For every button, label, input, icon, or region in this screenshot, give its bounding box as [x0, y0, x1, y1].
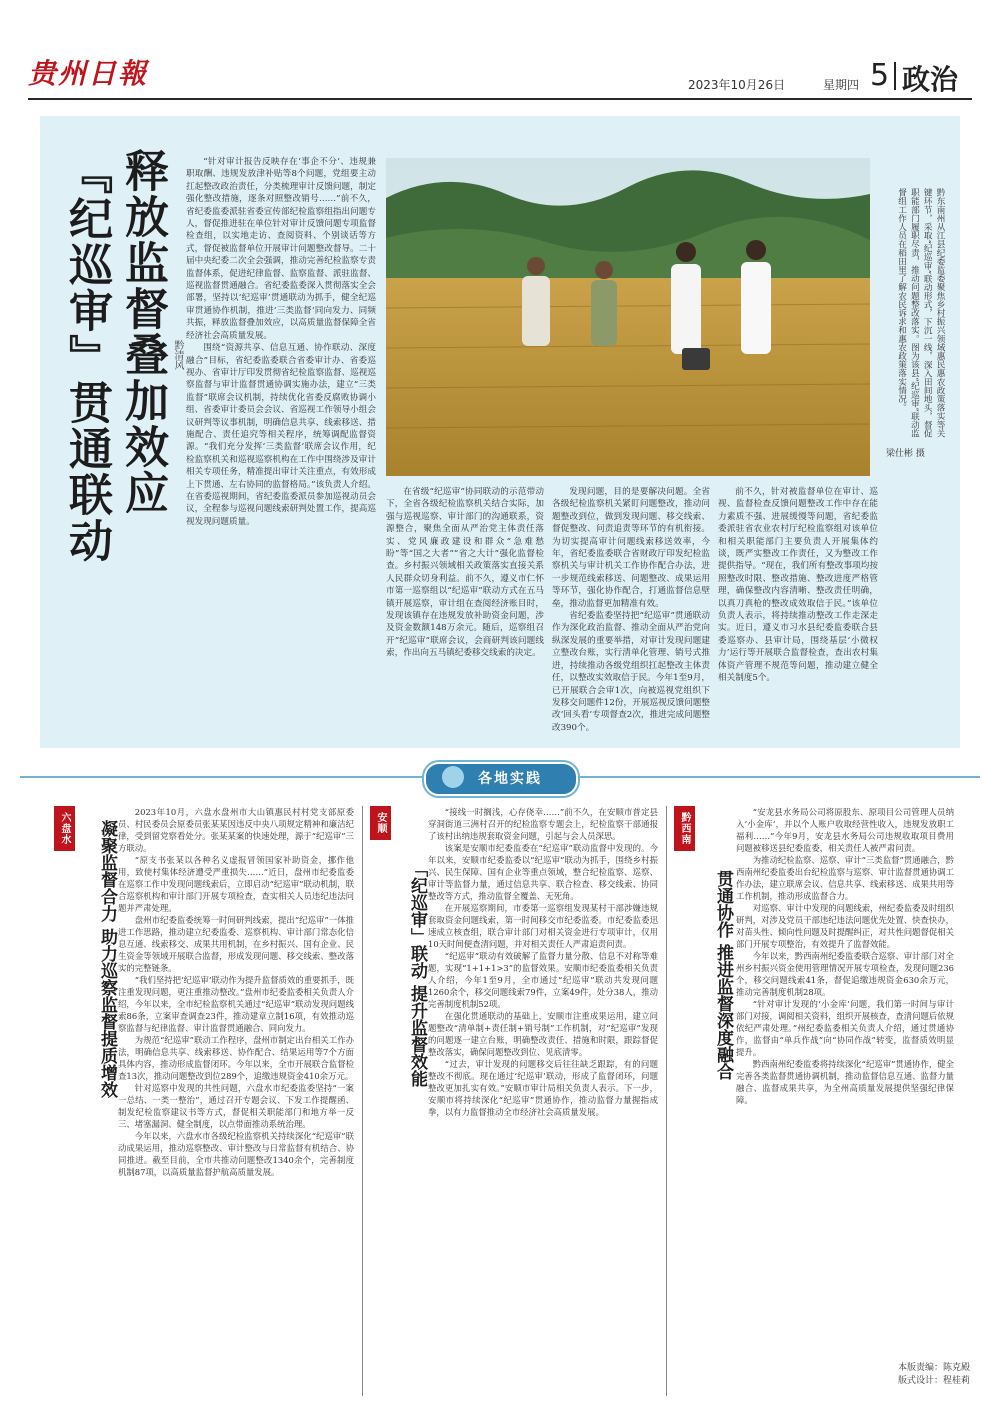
article-paragraph: 为规范“纪巡审”联动工作程序，盘州市制定出台相关工作办法，明确信息共享、线索移送、协作配合、结果运用等7个方面具体内容，推动形成监督闭环。今年以来，全市开展联合监督检查13次，推动问题整改到位289个，追缴违规资金410余万元。 — [118, 1035, 354, 1081]
feature-column-1 — [186, 156, 376, 740]
article-paragraph: “安龙县水务局公司将原股东、原项目公司管理人员纳入‘小金库’，并以个人账户收取经营性收入，违规发放职工福利……”今年9月，安龙县水务局公司违规收取项目费用问题被移送县纪委监委，相关责任人被严肃问责。 — [736, 807, 954, 853]
feature-byline: 黔清风 — [172, 340, 183, 370]
region-tag: 六盘水 — [54, 806, 75, 851]
article-paragraph: 今年以来，黔西南州纪委监委联合巡察、审计部门对全州乡村振兴资金使用管理情况开展专项检查，发现问题236个，移交问题线索41条，督促追缴违规资金630余万元，推动完善制度机制28项。 — [736, 951, 954, 997]
article-paragraph: 该案是安顺市纪委监委在“纪巡审”联动监督中发现的。今年以来，安顺市纪委监委以“纪巡审”联动为抓手，围绕乡村振兴、民生保障、国有企业等重点领域，整合纪检监察、巡察、审计等监督力量，通过信息共享、联合检查、移交线索、协同整改等方式，推动监督全覆盖、无死角。 — [428, 843, 658, 901]
editor-credits — [898, 1362, 970, 1388]
page-number: 5 — [870, 58, 890, 93]
article-headline-liupanshui: 凝聚监督合力 助力巡察监督提质增效 — [97, 820, 117, 1098]
article-paragraph: 为推动纪检监察、巡察、审计“三类监督”贯通融合，黔西南州纪委监委出台纪检监察与巡察、审计监督贯通协调工作办法，建立联席会议、信息共享、线索移送、成果共用等工作机制，推动形成监督合力。 — [736, 855, 954, 901]
article-paragraph: “原支书张某以各种名义虚报冒领国家补助资金，挪作他用，致使村集体经济遭受严重损失……”近日，盘州市纪委监委在巡察工作中发现问题线索后，立即启动“纪巡审”联动机制，联合巡察机构和审计部门开展专项检查，查实相关人员违纪违法问题并严肃处理。 — [118, 855, 354, 913]
feature-paragraph: 围绕“资源共享、信息互通、协作联动、深度融合”目标，省纪委监委联合省委审计办、省委巡视办、省审计厅印发贯彻省纪检监察监督、巡视巡察监督与审计监督贯通协调实施办法，建立“三类监督”联席会议机制，持续优化省委反腐败协调小组、省委审计委员会会议、省巡视工作领导小组会议研判等议事机制，明确信息共享、线索移送、措施配合、责任追究等相关程序，统筹调配监督资源。“我们充分发挥‘三类监督’联席会议作用，纪检监察机关和巡视巡察机构在工作中围绕涉及审计相关专项任务，精准提出审计关注重点，有效形成上下贯通、左右协同的监督格局。”该负责人介绍。在省委巡视期间，省纪委监委派员参加巡视动员会议，全程参与巡视问题线索研判处置工作，提高巡视发现问题质量。 — [186, 343, 376, 527]
section-title: 政治 — [902, 63, 959, 96]
designer-line: 版式设计：程桂莉 — [898, 1376, 971, 1386]
banner-label: 各地实践 — [478, 771, 542, 787]
feature-paragraph: 前不久，针对被监督单位在审计、巡视、监督检查反馈问题整改工作中存在能力素质不强、进展缓慢等问题，省纪委监委派驻省农业农村厅纪检监察组对该单位和相关职能部门主要负责人开展集体约谈，既严实整改工作责任，又为整改工作提供指导。“现在，我们所有整改事项均按照整改时限、整改措施、整改进度严格管理，确保整改内容清晰、整改责任明确，以真刀真枪的整改成效取信于民。”该单位负责人表示，将持续推动整改工作走深走实。近日，遵义市习水县纪委监委联合县委巡察办、县审计局，围绕基层‘小微权力’运行等开展联合监督检查，查出农村集体资产管理不规范等问题，推动建立健全相关制度5个。 — [718, 487, 878, 684]
masthead — [28, 52, 972, 100]
region-tag: 安顺 — [370, 806, 391, 840]
section-banner — [20, 762, 980, 792]
article-paragraph: 在强化贯通联动的基础上，安顺市注重成果运用，建立问题整改“清单制+责任制+销号制”工作机制，对“纪巡审”发现的问题逐一建立台账，明确整改责任、措施和时限，跟踪督促整改落实，确保问题整改到位、见底清零。 — [428, 1011, 658, 1057]
article-body-liupanshui — [118, 806, 354, 1406]
article-paragraph: “过去，审计发现的问题移交后往往缺乏跟踪，有的问题整改不彻底。现在通过‘纪巡审’联动，形成了监督闭环，问题整改更加扎实有效。”安顺市审计局相关负责人表示。下一步，安顺市将持续深化“纪巡审”贯通协作，推动监督力量握指成拳，以有力监督推动全市经济社会高质量发展。 — [428, 1059, 658, 1117]
article-paragraph: “针对审计发现的‘小金库’问题，我们第一时间与审计部门对接，调阅相关资料，组织开展核查，查清问题后依规依纪严肃处理。”州纪委监委相关负责人介绍，通过贯通协作，监督由“单兵作战”向“协同作战”转变，监督质效明显提升。 — [736, 999, 954, 1057]
article-paragraph: “我们坚持把‘纪巡审’联动作为提升监督质效的重要抓手，既注重发现问题，更注重推动整改。”盘州市纪委监委相关负责人介绍，今年以来，全市纪检监察机关通过“纪巡审”联动发现问题线索86条，立案审查调查23件，推动建章立制16项，有效推动巡察监督与纪律监督、审计监督贯通融合、同向发力。 — [118, 975, 354, 1033]
article-paragraph: 今年以来，六盘水市各级纪检监察机关持续深化“纪巡审”联动成果运用，推动巡察整改、审计整改与日常监督有机结合、协同推进。截至目前，全市共推动问题整改1340余个，完善制度机制87项，以高质量监督护航高质量发展。 — [118, 1131, 354, 1177]
article-paragraph: “接线一时搁浅，心存侥幸……”前不久，在安顺市普定县穿洞街道三洲村召开的纪检监察专题会上，纪检监察干部通报了该村出纳违规套取资金问题，引起与会人员深思。 — [428, 807, 658, 841]
article-paragraph: 对巡察、审计中发现的问题线索，州纪委监委及时组织研判，对涉及党员干部违纪违法问题优先处置、快查快办，对苗头性、倾向性问题及时提醒纠正，对共性问题督促相关部门开展专项整治，有效提升了监督效能。 — [736, 903, 954, 949]
feature-paragraph: “针对审计报告反映存在‘事企不分’、违规兼职取酬、违规发放津补贴等8个问题，党组要主动扛起整改政治责任，分类梳理审计反馈问题，制定强化整改措施，逐条对照整改销号……”前不久，省纪委监委派驻省委宣传部纪检监察组指出问题专人，督促推进驻在单位针对审计反馈问题专项监督检查组，以实地走访、查阅资料、个别谈话等方式，督促被监督单位开展审计问题整改督导。二十届中央纪委二次全会强调，推动完善纪检监察专责监督体系，促进纪律监督、监察监督、派驻监督、巡视监督贯通融合。省纪委监委深入贯彻落实全会部署，坚持以‘纪巡审’贯通联动为抓手，健全纪巡审贯通协作机制，推进‘三类监督’同向发力、同频共振，释放监督叠加效应，以高质量监督保障全省经济社会高质量发展。 — [186, 157, 376, 341]
rice-field-photo — [386, 158, 870, 476]
article-paragraph: 2023年10月，六盘水盘州市大山镇惠民村村党支部原委员、村民委员会原委员张某某因违反中央八项规定精神和廉洁纪律，受到留党察看处分。张某某案的快速处理，源于“纪巡审”三方联动。 — [118, 807, 354, 853]
feature-paragraph: 在省级“纪巡审”协同联动的示范带动下，全省各级纪检监察机关结合实际，加强与巡视巡察、审计部门的沟通联系，资源整合，聚焦全面从严治党主体责任落实、党风廉政建设和群众“急难愁盼”等“国之大者”“省之大计”强化监督检查。乡村振兴领域相关政策落实直接关系人民群众切身利益。前不久，遵义市仁怀市第一巡察组以“纪巡审”联动方式在五马镇开展巡察，审计组在查阅经济账目时，发现该镇存在违规发放补助资金问题，涉及资金数额148万余元。随后，巡察组召开“纪巡审”联席会议，会商研判该问题线索，作出向五马镇纪委移交线索的决定。 — [386, 487, 544, 659]
feature-headline-sub: 释放监督叠加效应 — [117, 148, 168, 516]
page-divider — [894, 62, 896, 90]
photo-caption: 黔东南州从江县纪委监委聚焦乡村振兴领域惠民惠农政策落实等关键环节，采取“纪巡审”联动形式，下沉一线，深入田间地头，督促职能部门履职尽责，推动问题整改落实。图为该县“纪巡审”联动监督组工作人员在稻田里了解农民诉求和惠农政策落实情况。 — [896, 188, 945, 438]
article-paragraph: 针对巡察中发现的共性问题，六盘水市纪委监委坚持“一案一总结、一类一整治”，通过召开专题会议、下发工作提醒函、制发纪检监察建议书等方式，督促相关职能部门和地方举一反三、堵塞漏洞、健全制度，以点带面推动系统治理。 — [118, 1083, 354, 1129]
editor-line: 本版责编：陈克殿 — [898, 1363, 971, 1373]
column-divider — [666, 806, 667, 1396]
article-paragraph: 盘州市纪委监委统筹一时间研判线索，提出“纪巡审”一体推进工作思路，推动建立纪委监委、巡察机构、审计部门常态化信息互通、线索移交、成果共用机制，在乡村振兴、国有企业、民生资金等领域开展联合监督，形成发现问题、移交线索、整改落实的完整链条。 — [118, 915, 354, 973]
region-tag: 黔西南 — [674, 806, 695, 851]
feature-paragraph: 省纪委监委坚持把“纪巡审”贯通联动作为深化政治监督、推动全面从严治党向纵深发展的重要举措，对审计发现问题建立整改台账，实行清单化管理、销号式推进，持续推动各级党组织扛起整改主体责任，以整改实效取信于民。今年1至9月，已开展联合会审1次，向被巡视党组织下发移交问题件12份，开展巡视反馈问题整改‘回头看’专项督查2次，推进完成问题整改390个。 — [552, 611, 710, 733]
banner-dot-icon — [442, 766, 464, 788]
feature-column-3 — [552, 486, 710, 740]
issue-date: 2023年10月26日 — [688, 78, 786, 92]
article-body-qianxinan — [736, 806, 954, 1354]
feature-photo — [386, 158, 870, 476]
article-headline-qianxinan: 贯通协作 推进监督深度融合 — [713, 870, 733, 1080]
feature-headline-main: 『纪巡审』贯通联动 — [61, 150, 112, 564]
column-divider — [362, 806, 363, 1396]
issue-weekday: 星期四 — [823, 78, 860, 92]
newspaper-logo: 贵州日報 — [28, 57, 149, 90]
photo-credit: 梁仕彬 摄 — [886, 449, 925, 459]
article-paragraph: 在开展巡察期间，市委第一巡察组发现某村干部涉嫌违规套取资金问题线索，第一时间移交市纪委监委。市纪委监委迅速成立核查组，联合审计部门对相关资金进行专项审计，仅用10天时间便查清问题，并对相关责任人严肃追责问责。 — [428, 903, 658, 949]
article-headline-anshun: 「纪巡审」联动 提升监督效能 — [407, 860, 427, 1087]
article-paragraph: “纪巡审”联动有效破解了监督力量分散、信息不对称等难题，实现“1+1+1>3”的监督效果。安顺市纪委监委相关负责人介绍，今年1至9月，全市通过“纪巡审”联动共发现问题1260余个，移交问题线索79件，立案49件，处分38人，推动完善制度机制52项。 — [428, 951, 658, 1009]
feature-column-2 — [386, 486, 544, 740]
article-body-anshun — [428, 806, 658, 1406]
feature-column-4 — [718, 486, 878, 740]
article-tag-qianxinan — [674, 806, 704, 851]
article-tag-anshun — [370, 806, 400, 840]
article-paragraph: 黔西南州纪委监委将持续深化“纪巡审”贯通协作，健全完善各类监督贯通协调机制，推动监督信息互通、监督力量融合、监督成果共享，为全州高质量发展提供坚强纪律保障。 — [736, 1059, 954, 1105]
feature-paragraph: 发现问题，目的是要解决问题。全省各级纪检监察机关紧盯问题整改，推动问题整改到位，做到发现问题、移交线索、督促整改、问责追责等环节的有机衔接。为切实提高审计问题线索移送效率，今年，省纪委监委联合省财政厅印发纪检监察机关与审计机关工作协作配合办法，进一步规范线索移送、问题整改、成果运用等环节，强化协作配合，打通监督信息壁垒，推动监督更加精准有效。 — [552, 487, 710, 609]
